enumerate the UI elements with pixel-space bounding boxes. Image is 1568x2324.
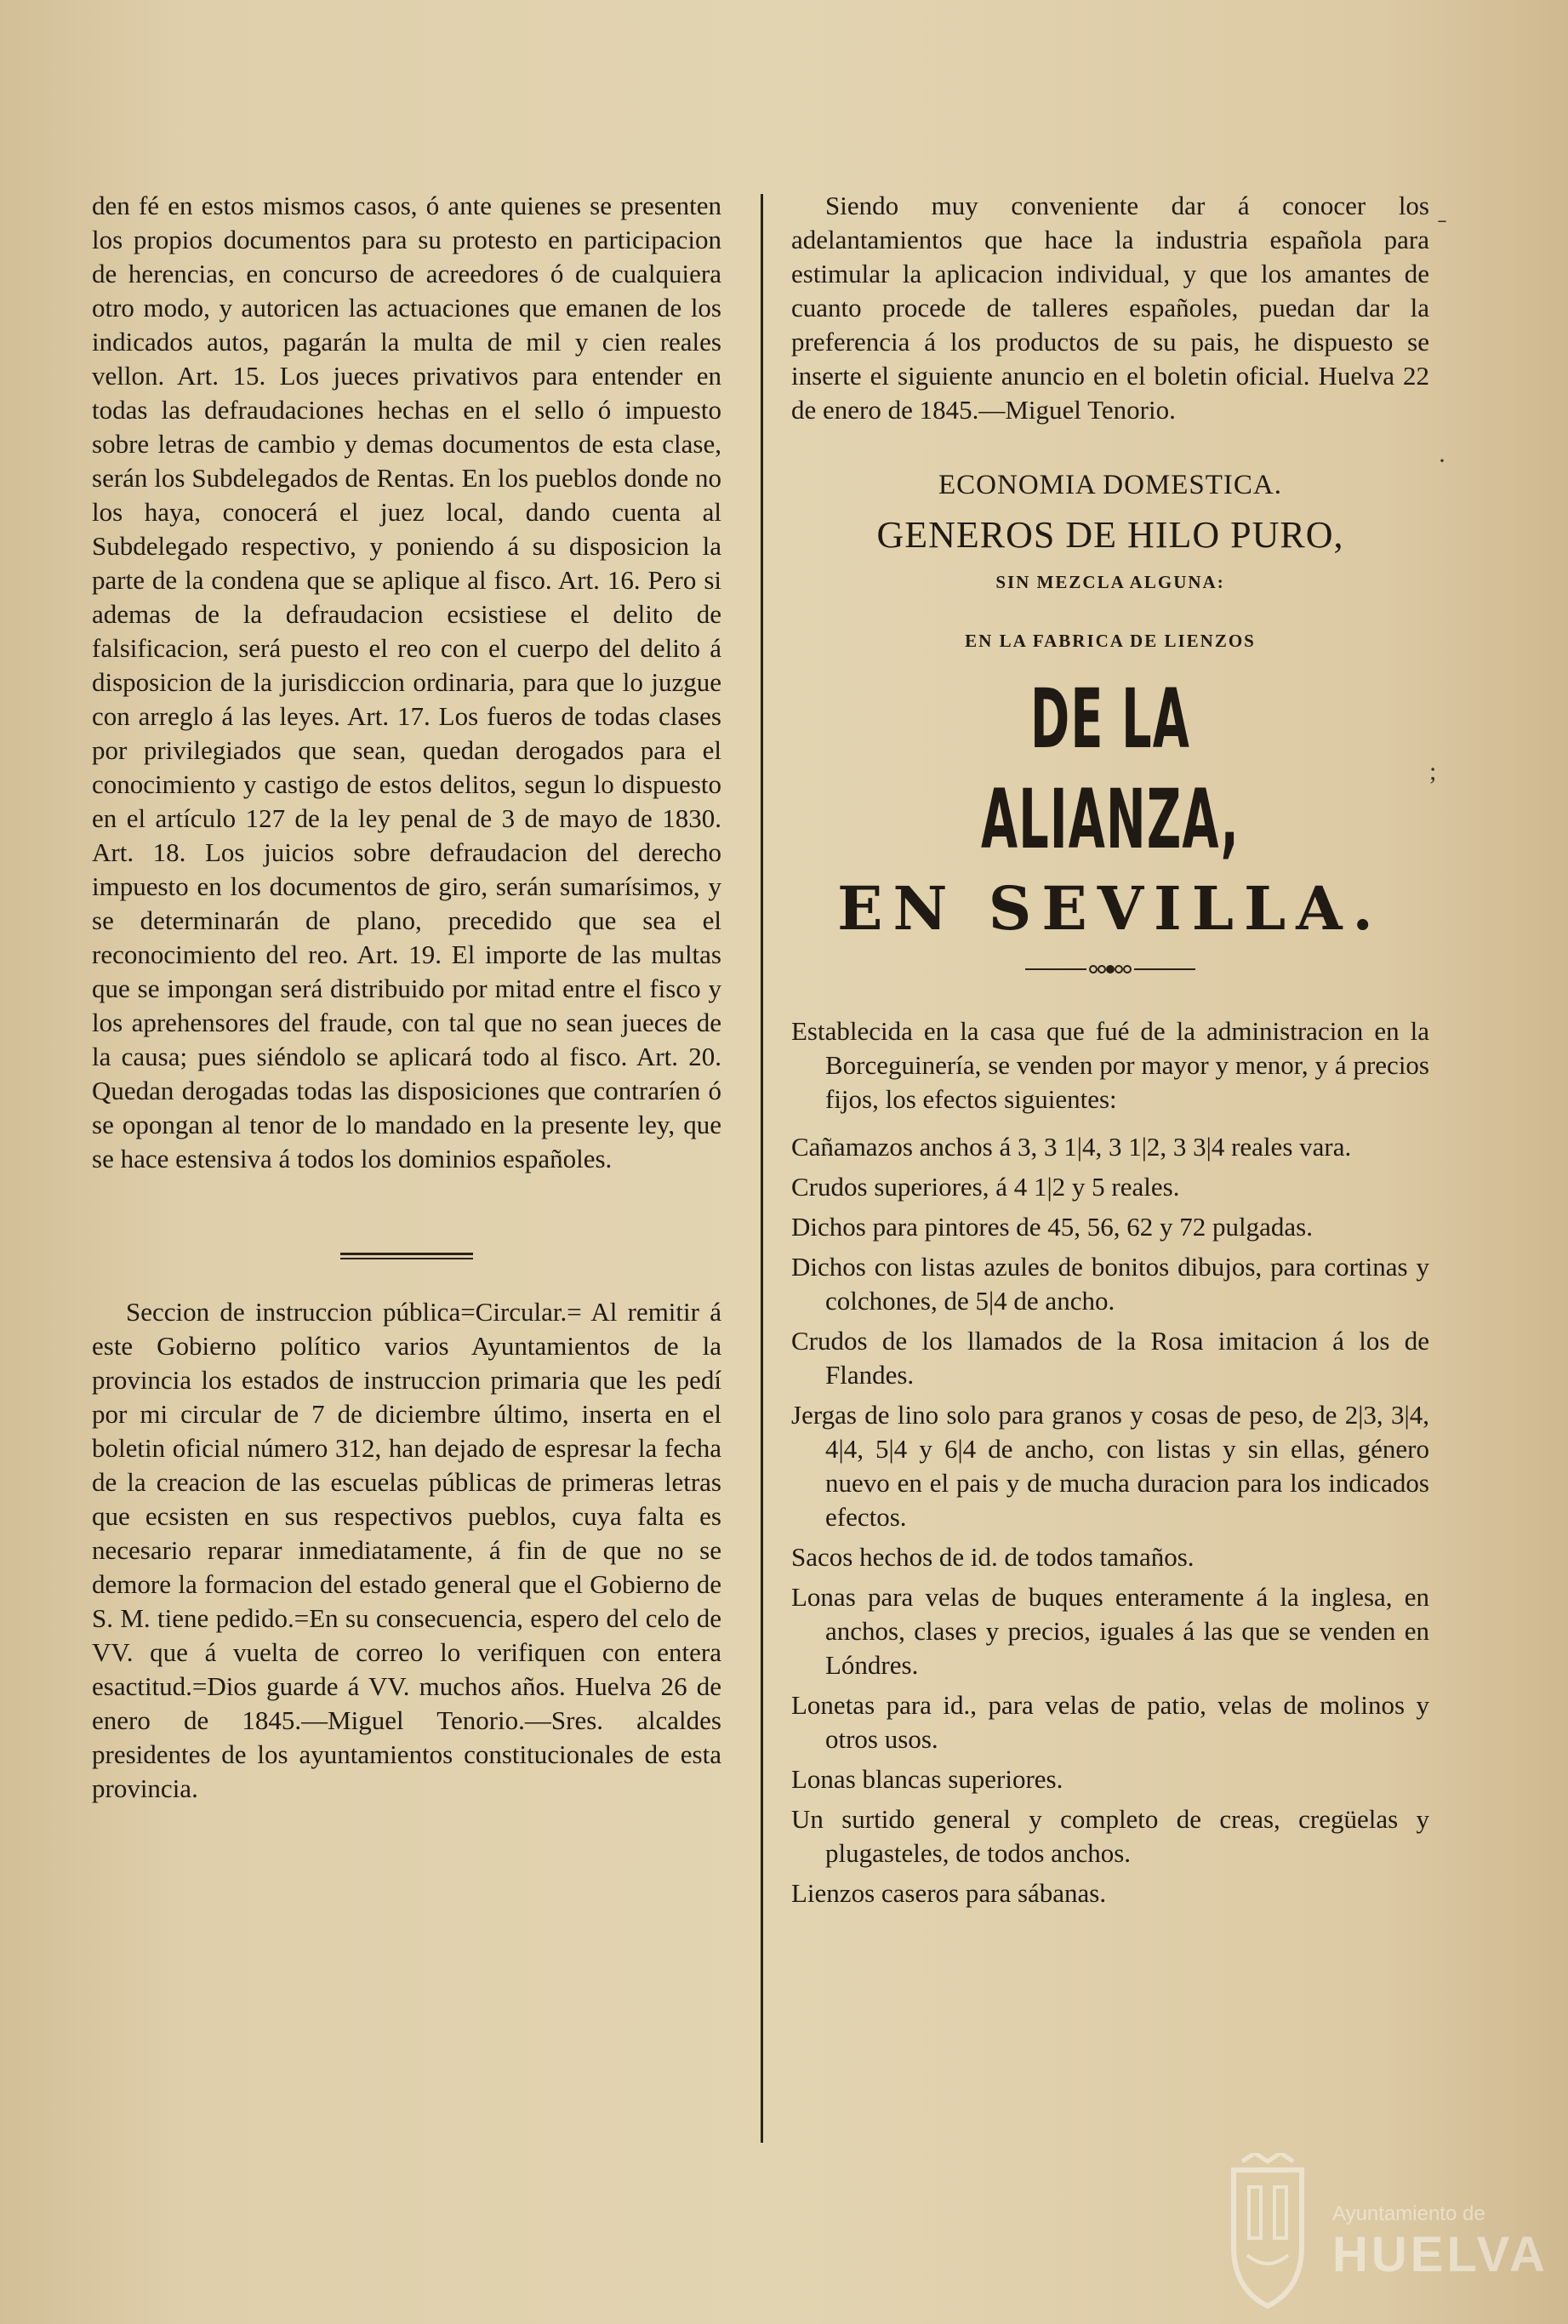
product-item: Cañamazos anchos á 3, 3 1|4, 3 1|2, 3 3|4 reales vara. bbox=[791, 1132, 1352, 1162]
product-item: Jergas de lino solo para granos y cosas de peso, de 2|3, 3|4, 4|4, 5|4 y 6|4 de ancho, con listas y sin ellas, género nuevo en el pais y de mucha duracion para los indicados efectos. bbox=[791, 1400, 1429, 1532]
heading-fabrica: EN LA FABRICA DE LIENZOS bbox=[965, 631, 1256, 651]
circular-paragraph: Seccion de instruccion pública=Circular.= Al remitir á este Gobierno político varios Ayuntamientos de la provincia los estados de instruccion primaria que les pedí por mi circular de 7 de diciembre último, inserta en el boletin oficial número 312, han dejado de espresar la fecha de la creacion de las escuelas públicas de primeras letras que ecsisten en sus respectivos pueblos, cuya falta es necesario reparar inmediatamente, á fin de que no se demore la formacion del estado general que el Gobierno de S. M. tiene pedido.=En su consecuencia, espero del celo de VV. que á vuelta de correo lo verifiquen con entera esactitud.=Dios guarde á VV. muchos años. Huelva 26 de enero de 1845.—Miguel Tenorio.—Sres. alcaldes presidentes de los ayuntamientos constitucionales de esta provincia. bbox=[92, 1297, 721, 1803]
product-item: Lonas blancas superiores. bbox=[791, 1764, 1063, 1794]
heading-sin-mezcla: SIN MEZCLA ALGUNA: bbox=[995, 572, 1225, 592]
products-list bbox=[791, 1130, 1429, 1910]
product-item: Lienzos caseros para sábanas. bbox=[791, 1878, 1107, 1908]
heading-sevilla: EN SEVILLA. bbox=[837, 873, 1383, 944]
product-item: Lonas para velas de buques enteramente á la inglesa, en anchos, clases y precios, iguales á las que se venden en Lóndres. bbox=[791, 1582, 1429, 1680]
product-item: Lonetas para id., para velas de patio, velas de molinos y otros usos. bbox=[791, 1690, 1429, 1754]
product-item: Crudos superiores, á 4 1|2 y 5 reales. bbox=[791, 1172, 1180, 1202]
ornament-divider bbox=[791, 962, 1429, 980]
edge-mark: · bbox=[1438, 447, 1446, 475]
announcement-intro: Siendo muy conveniente dar á conocer los adelantamientos que hace la industria española para estimular la aplicacion individual, y que los amantes de cuanto procede de talleres españoles, puedan dar la preferencia á los productos de su pais, he dispuesto se inserte el siguiente anuncio en el boletin oficial. Huelva 22 de enero de 1845.—Miguel Tenorio. bbox=[791, 191, 1429, 425]
right-column bbox=[791, 189, 1429, 1916]
product-item: Dichos con listas azules de bonitos dibujos, para cortinas y colchones, de 5|4 de ancho. bbox=[791, 1252, 1429, 1316]
heading-economia-domestica: ECONOMIA DOMESTICA. bbox=[938, 470, 1282, 500]
section-separator bbox=[340, 1253, 473, 1259]
edge-mark: ˗ bbox=[1438, 204, 1446, 232]
heading-alianza: DE LA ALIANZA, bbox=[981, 671, 1240, 867]
watermark-line-2: HUELVA bbox=[1332, 2227, 1548, 2282]
left-column bbox=[92, 189, 721, 1806]
law-articles-paragraph: den fé en estos mismos casos, ó ante quienes se presenten los propios documentos para su protesto en participacion de herencias, en concurso de acreedores ó de cualquiera otro modo, y autoricen las actuaciones que emanen de los indicados autos, pagarán la multa de mil y cien reales vellon. Art. 15. Los jueces privativos para entender en todas las defraudaciones hechas en el sello ó impuesto sobre letras de cambio y demas documentos de esta clase, serán los Subdelegados de Rentas. En los pueblos donde no los haya, conocerá el juez local, dando cuenta al Subdelegado respectivo, y poniendo á su disposicion la parte de la condena que se aplique al fisco. Art. 16. Pero si ademas de la defraudacion ecsistiese el delito de falsificacion, será puesto el reo con el cuerpo del delito á disposicion de la jurisdiccion ordinaria, para que lo juzgue con arreglo á las leyes. Art. 17. Los fueros de todas clases por privilegiados que sean, quedan derogados para el conocimiento y castigo de estos delitos, segun lo dispuesto en el artículo 127 de la ley penal de 3 de mayo de 1830. Art. 18. Los juicios sobre defraudacion del derecho impuesto en los documentos de giro, serán sumarísimos, y se determinarán de plano, precedido que sea el reconocimiento del reo. Art. 19. El importe de las multas que se impongan será distribuido por mitad entre el fisco y los aprehensores del fraude, con tal que no sean jueces de la causa; pues siéndolo se aplicará todo al fisco. Art. 20. Quedan derogadas todas las disposiciones que contraríen ó se opongan al tenor de lo mandado en la presente ley, que se hace estensiva á todos los dominios españoles. bbox=[92, 191, 721, 1173]
watermark-line-1: Ayuntamiento de bbox=[1332, 2202, 1485, 2225]
product-item: Dichos para pintores de 45, 56, 62 y 72 pulgadas. bbox=[791, 1212, 1313, 1242]
edge-mark: ; bbox=[1429, 757, 1437, 785]
product-item: Un surtido general y completo de creas, cregüelas y plugasteles, de todos anchos. bbox=[791, 1804, 1429, 1868]
product-item: Crudos de los llamados de la Rosa imitacion á los de Flandes. bbox=[791, 1326, 1429, 1390]
heading-generos-hilo: GENEROS DE HILO PURO, bbox=[876, 514, 1344, 556]
product-item: Sacos hechos de id. de todos tamaños. bbox=[791, 1542, 1195, 1572]
municipal-watermark bbox=[1217, 2153, 1548, 2315]
shield-icon bbox=[1217, 2153, 1319, 2315]
column-divider bbox=[761, 194, 763, 2143]
establishment-text: Establecida en la casa que fué de la administracion en la Borceguinería, se venden por mayor y menor, y á precios fijos, los efectos siguientes: bbox=[791, 1016, 1429, 1114]
